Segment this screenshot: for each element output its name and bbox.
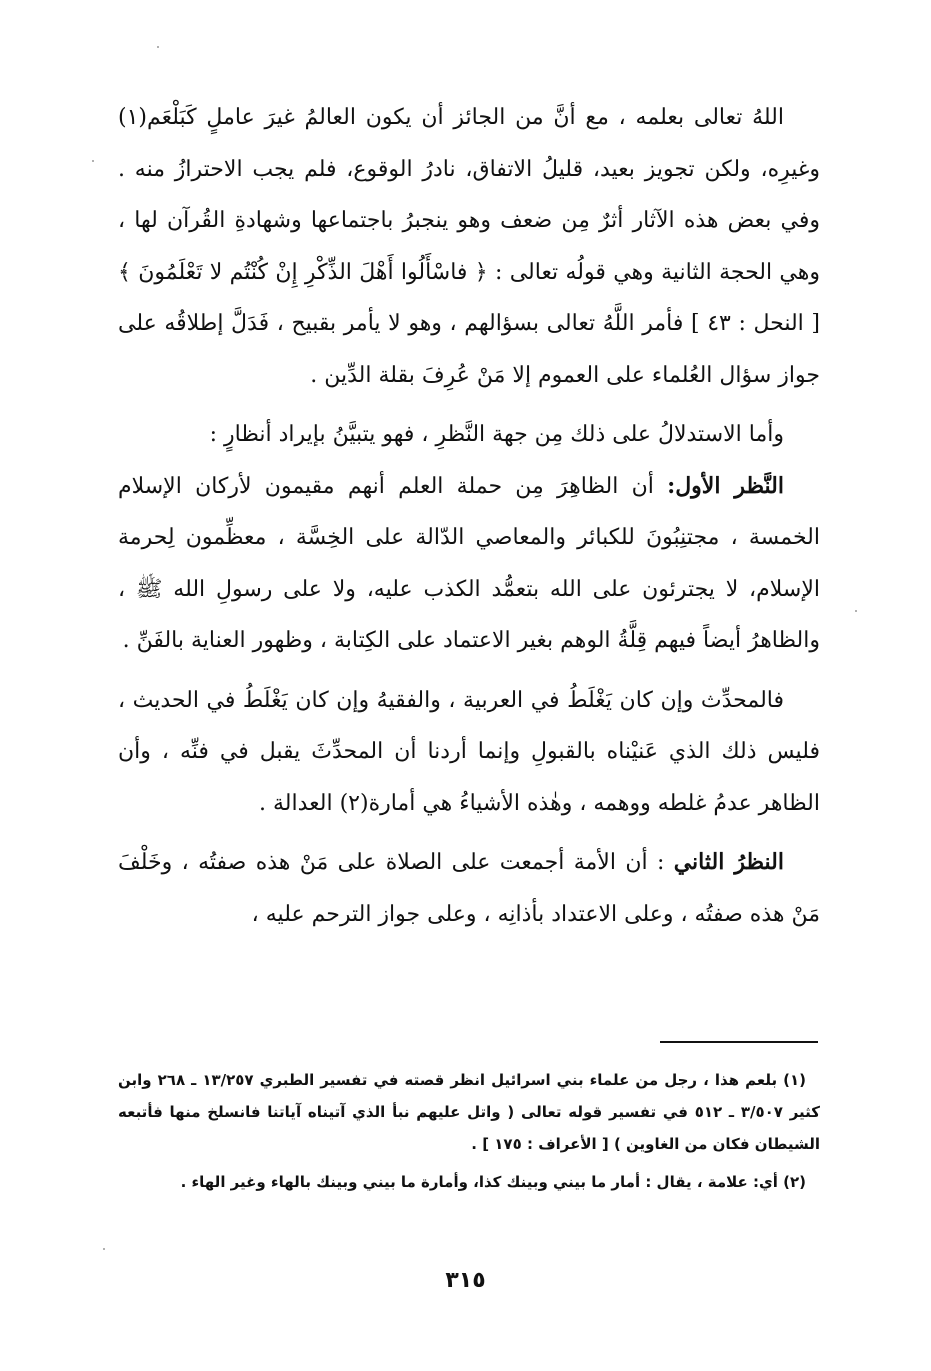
- footnotes: [118, 1064, 820, 1198]
- paragraph-5-heading: النظرُ الثاني: [673, 849, 784, 875]
- footnote-separator: [660, 1041, 818, 1043]
- paragraph-4: فالمحدِّث وإن كان يَغْلَطُ في العربية ، والفقيهُ وإن كان يَغْلَطُ في الحديث ، فليس ذلك الذي عَنيْناه بالقبولِ وإنما أردنا أن المحدِّثَ يقبل في فنِّه ، وأن الظاهر عدمُ غلطه ووهمه ، وهٰذه الأشياءُ هي أمارة(٢) العدالة .: [118, 687, 820, 816]
- paragraph-5: [118, 837, 820, 940]
- scan-speck: [157, 46, 159, 48]
- paragraph-5-text: : أن الأمة أجمعت على الصلاة على مَنْ هذه صفتُه ، وخَلْفَ مَنْ هذه صفتُه ، وعلى الاعتداد بأذانِه ، وعلى جواز الترحم عليه ،: [118, 850, 820, 927]
- paragraph-3: [118, 461, 820, 667]
- paragraph-2: وأما الاستدلالُ على ذلك مِن جهة النَّظرِ ، فهو يتبيَّنُ بإيراد أنظارٍ :: [209, 422, 784, 447]
- paragraph-3-heading: النَّظر الأول:: [667, 472, 785, 499]
- page-number: ٣١٥: [445, 1268, 486, 1293]
- footnote-1: (١) بلعم هذا ، رجل من علماء بني اسرائيل انظر قصته في تفسير الطبري ١٣/٢٥٧ ـ ٢٦٨ وابن كثير ٣/٥٠٧ ـ ٥١٢ في تفسير قوله تعالى ( واتل عليهم نبأ الذي آتيناه آياتنا فانسلخ منها فأتبعه الشيطان فكان من الغاوين ) [ الأعراف : ١٧٥ ] .: [118, 1071, 821, 1153]
- main-text: [118, 92, 820, 940]
- scan-speck: [855, 610, 857, 612]
- scan-speck: [103, 1248, 105, 1250]
- footnote-2: (٢) أي: علامة ، يقال : أمار ما بيني وبينك كذا، وأمارة ما بيني وبينك بالهاء وغير الهاء .: [180, 1173, 806, 1191]
- scan-speck: [92, 160, 94, 162]
- paragraph-3-text: أن الظاهِرَ مِن حملة العلم أنهم مقيمون لأركان الإسلام الخمسة ، مجتنِبُونَ للكبائر والمعاصي الدّالة على الخِسَّة ، معظِّمون لِحرمة الإسلام، لا يجترئون على الله بتعمُّد الكذب عليه، ولا على رسولِ الله ﷺ ، والظاهرُ أيضاً فيهم قِلَّةُ الوهم بغير الاعتماد على الكِتابة ، وظهور العناية بالفَنِّ .: [118, 473, 820, 653]
- paragraph-1: اللهُ تعالى بعلمه ، مع أنَّ من الجائز أن يكون العالمُ غيرَ عاملٍ كَبَلْعَم(١) وغيرِه، ولكن تجويز بعيد، قليلُ الاتفاق، نادرُ الوقوع، فلم يجب الاحترازُ منه . وفي بعض هذه الآثار أثرٌ مِن ضعف وهو ينجبرُ باجتماعها وشهادةِ القُرآن لها ، وهي الحجة الثانية وهي قولُه تعالى : ﴿ فاسْأَلُوا أَهْلَ الذِّكْرِ إِنْ كُنْتُم لا تَعْلَمُونَ ﴾ [ النحل : ٤٣ ] فأمر اللَّهُ تعالى بسؤالهم ، وهو لا يأمر بقبيح ، فَدَلَّ إطلاقُه على جواز سؤال العُلماء على العموم إلا مَنْ عُرِفَ بقلة الدِّين .: [118, 105, 821, 388]
